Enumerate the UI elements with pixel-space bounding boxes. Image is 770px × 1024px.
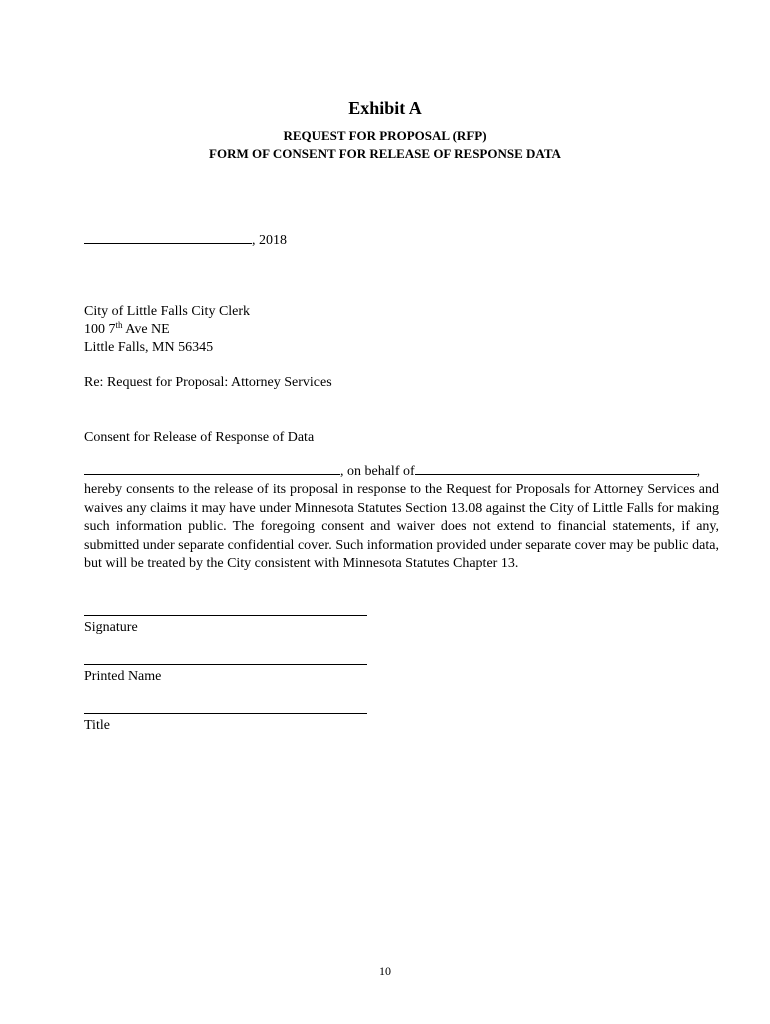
date-line	[84, 231, 287, 249]
printed-name-label: Printed Name	[84, 669, 162, 684]
page-number: 10	[379, 964, 391, 978]
behalf-line	[84, 462, 719, 480]
signature-blank-field[interactable]	[84, 615, 367, 616]
address-line-3: Little Falls, MN 56345	[84, 340, 214, 355]
address-line-1: City of Little Falls City Clerk	[84, 304, 251, 319]
behalf-line-comma: ,	[696, 464, 701, 479]
address-street-name: Ave NE	[122, 322, 170, 337]
address-ordinal-suffix: th	[115, 320, 123, 330]
date-blank-field[interactable]	[84, 231, 252, 244]
document-subtitle-form: FORM OF CONSENT FOR RELEASE OF RESPONSE DATA	[209, 146, 561, 161]
address-street-number: 100 7	[84, 322, 116, 337]
printed-name-blank-field[interactable]	[84, 664, 367, 665]
title-blank-field[interactable]	[84, 713, 367, 714]
title-label: Title	[84, 718, 110, 733]
re-line: Re: Request for Proposal: Attorney Services	[84, 375, 332, 390]
entity-name-blank-field[interactable]	[415, 462, 697, 475]
date-year: , 2018	[252, 233, 287, 248]
on-behalf-of-text: , on behalf of	[340, 464, 415, 479]
consent-heading: Consent for Release of Response of Data	[84, 430, 315, 445]
document-title: Exhibit A	[348, 98, 422, 118]
signature-label: Signature	[84, 620, 138, 635]
document-subtitle-rfp: REQUEST FOR PROPOSAL (RFP)	[283, 128, 487, 143]
consenting-party-blank-field[interactable]	[84, 462, 340, 475]
address-line-2	[84, 321, 170, 338]
consent-body-paragraph: hereby consents to the release of its proposal in response to the Request for Proposals for Attorney Services and waives any claims it may have under Minnesota Statutes Section 13.08 against the City of Little Falls for making such information public. The foregoing consent and waiver does not extend to financial statements, if any, submitted under separate confidential cover. Such information provided under separate cover may be public data, but will be treated by the City consistent with Minnesota Statutes Chapter 13.	[84, 482, 719, 571]
